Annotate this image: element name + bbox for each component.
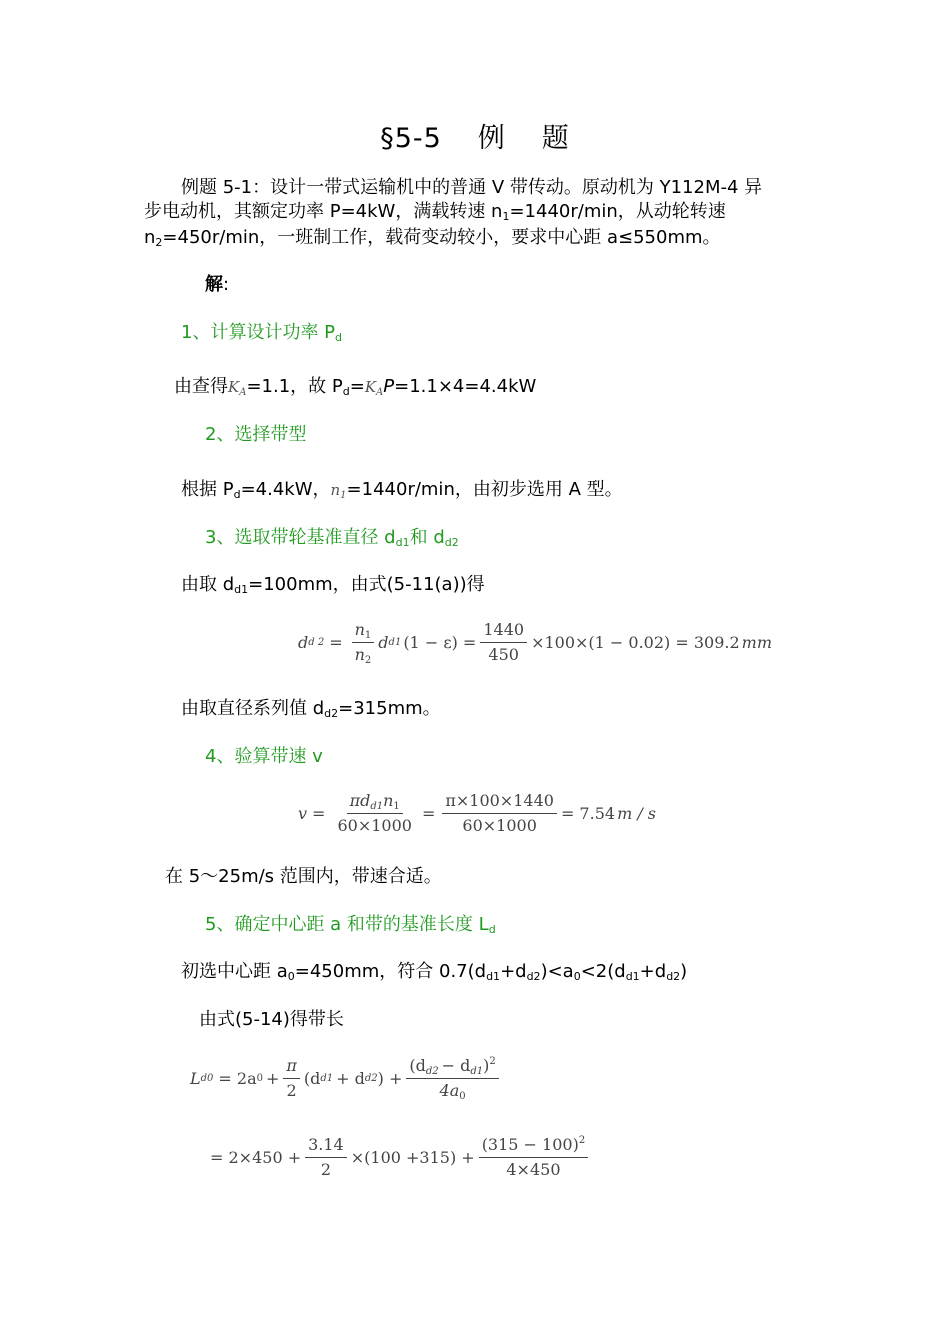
problem-line-2: 步电动机，其额定功率 P=4kW，满载转速 $n_1=1440r/\min$，从动轮转速	[144, 201, 726, 223]
step-2-text: 根据 $P_d=4.4kW$，$n_1=1440r/\min$，由初步选用 A 型。	[181, 479, 623, 501]
step-5-text: 初选中心距 $a_0=450mm$，符合 $0.7(d_{d1}+d_{d2})<a_0<2(d_{d1}+d_{d2})$	[181, 961, 688, 983]
step-1-text: 由查得$K_A=1.1$，故 $P_d=K_AP=1.1\times 4=4.4kW$	[174, 376, 537, 398]
formula-belt-length: L d0 = 2a 0 + $\frac{\pi}{2}$ (d d1 + d d2 ) + $\frac{(d_{d2} - d_{d1})^2}{4a_0}$	[190, 1056, 503, 1101]
step-3-text: 由取 $d_{d1}=100mm$，由式(5-11(a))得	[181, 574, 485, 596]
step-3-text-2: 由取直径系列值 $d_{d2}=315mm$。	[181, 698, 441, 720]
formula-velocity: v = $\frac{\pi d_{d1}n_1}{60\times 1000}$ = $\frac{\pi\times 100\times 1440}{60\times 1000}$ = 7.54 m / s	[298, 791, 657, 835]
step-5-text-2: 由式(5-14)得带长	[199, 1009, 344, 1030]
step-1-heading: 1、计算设计功率 $P_d$	[181, 322, 343, 344]
solution-label: 解:	[205, 274, 230, 295]
section-number: §5-5	[380, 123, 442, 154]
problem-line-1: 例题 5-1：设计一带式运输机中的普通 V 带传动。原动机为 Y112M-4 异	[181, 177, 763, 198]
title-word-2: 题	[541, 123, 570, 154]
formula-belt-length-numeric: = 2×450 + $\frac{3.14}{2}$ ×(100 +315) + $\frac{(315 - 100)^2}{4\times 450}$	[210, 1135, 592, 1180]
step-5-heading: 5、确定中心距 a 和带的基准长度 $L_d$	[205, 914, 496, 936]
step-2-heading: 2、选择带型	[205, 424, 307, 445]
step-4-heading: 4、验算带速 v	[205, 746, 323, 767]
title-word-1: 例	[477, 123, 506, 154]
page-title	[0, 116, 950, 155]
problem-line-3: $n_2=450r/\min$，一班制工作，载荷变动较小，要求中心距 a≤550mm。	[144, 227, 721, 249]
step-4-text: 在 5～25m/s 范围内，带速合适。	[165, 866, 442, 887]
formula-dd2: d d 2 = $\frac{n_1}{n_2}$ d d1 (1 − ε) = $\frac{1440}{450}$ ×100×(1 − 0.02) = 309.2 mm	[298, 620, 773, 666]
step-3-heading: 3、选取带轮基准直径 $d_{d1}$和 $d_{d2}$	[205, 527, 459, 549]
